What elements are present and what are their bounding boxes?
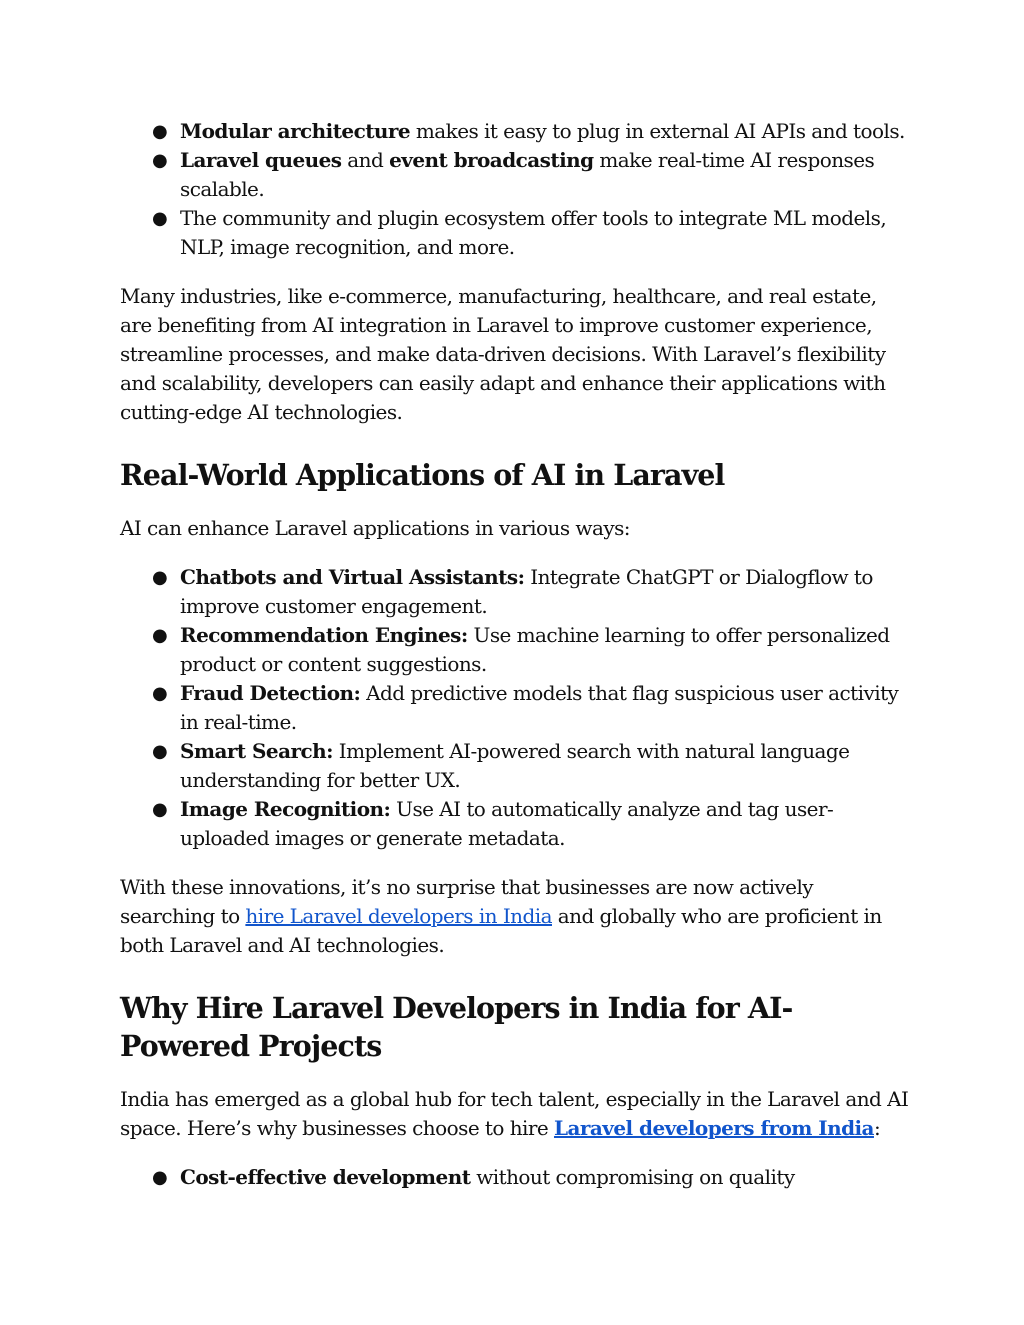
list-item bbox=[120, 563, 910, 621]
paragraph-ways: AI can enhance Laravel applications in various ways: bbox=[120, 516, 630, 540]
bullet-icon: ● bbox=[152, 567, 168, 588]
list-item-bold: Recommendation Engines: bbox=[180, 623, 468, 647]
laravel-developers-india-link[interactable]: Laravel developers from India bbox=[553, 1116, 874, 1140]
heading-applications: Real-World Applications of AI in Laravel bbox=[120, 458, 725, 492]
bullet-icon: ● bbox=[152, 625, 168, 646]
applications-bullet-list bbox=[120, 563, 910, 853]
intro-bullet-list bbox=[120, 117, 910, 262]
list-item-text: Integrate ChatGPT or Dialogflow to improve customer engagement. bbox=[180, 565, 873, 618]
list-item bbox=[120, 204, 910, 262]
paragraph-india bbox=[120, 1085, 910, 1143]
bullet-icon: ● bbox=[152, 208, 168, 229]
list-item-text: makes it easy to plug in external AI APIs and tools. bbox=[410, 119, 905, 143]
list-item-bold: Modular architecture bbox=[180, 119, 411, 143]
list-item bbox=[120, 1163, 910, 1192]
list-item-bold: Cost-effective development bbox=[180, 1165, 471, 1189]
document-body bbox=[120, 117, 910, 1192]
bullet-icon: ● bbox=[152, 121, 168, 142]
list-item-text: without compromising on quality bbox=[470, 1165, 795, 1189]
list-item bbox=[120, 737, 910, 795]
list-item-text: Use machine learning to offer personalized product or content suggestions. bbox=[180, 623, 890, 676]
list-item-bold: Image Recognition: bbox=[180, 797, 391, 821]
paragraph-text: With these innovations, it’s no surprise that businesses are now actively searching to bbox=[120, 875, 814, 928]
bullet-icon: ● bbox=[152, 741, 168, 762]
bullet-icon: ● bbox=[152, 683, 168, 704]
india-bullet-list bbox=[120, 1163, 910, 1192]
list-item-bold: Fraud Detection: bbox=[180, 681, 361, 705]
paragraph-industries: Many industries, like e-commerce, manufacturing, healthcare, and real estate, are benefiting from AI integration in Laravel to improve customer experience, streamline processes, and make data-driven decisions. With Laravel’s flexibility and scalability, developers can easily adapt and enhance their applications with cutting-edge AI technologies. bbox=[120, 284, 886, 424]
bullet-icon: ● bbox=[152, 150, 168, 171]
hire-developers-india-link[interactable]: hire Laravel developers in India bbox=[245, 904, 552, 928]
list-item-bold: Smart Search: bbox=[180, 739, 333, 763]
heading-why-india: Why Hire Laravel Developers in India for AI-Powered Projects bbox=[120, 991, 793, 1063]
list-item bbox=[120, 146, 910, 204]
paragraph-text: India has emerged as a global hub for tech talent, especially in the Laravel and AI space. Here’s why businesses choose to hire bbox=[120, 1087, 909, 1140]
list-item-text: Implement AI-powered search with natural language understanding for better UX. bbox=[180, 739, 850, 792]
paragraph-innovations bbox=[120, 873, 910, 960]
list-item-bold: Laravel queues bbox=[180, 148, 342, 172]
list-item-bold: Chatbots and Virtual Assistants: bbox=[180, 565, 525, 589]
list-item-text: The community and plugin ecosystem offer tools to integrate ML models, NLP, image recognition, and more. bbox=[180, 206, 887, 259]
bullet-icon: ● bbox=[152, 1167, 168, 1188]
list-item bbox=[120, 117, 910, 146]
list-item bbox=[120, 795, 910, 853]
list-item-text: and bbox=[341, 148, 390, 172]
list-item-text: make real-time AI responses scalable. bbox=[180, 148, 875, 201]
list-item bbox=[120, 679, 910, 737]
bullet-icon: ● bbox=[152, 799, 168, 820]
paragraph-text: : bbox=[873, 1116, 881, 1140]
list-item-text: Use AI to automatically analyze and tag user-uploaded images or generate metadata. bbox=[180, 797, 834, 850]
list-item-bold: event broadcasting bbox=[389, 148, 594, 172]
paragraph-text: and globally who are proficient in both Laravel and AI technologies. bbox=[120, 904, 882, 957]
list-item bbox=[120, 621, 910, 679]
list-item-text: Add predictive models that flag suspicious user activity in real-time. bbox=[180, 681, 899, 734]
